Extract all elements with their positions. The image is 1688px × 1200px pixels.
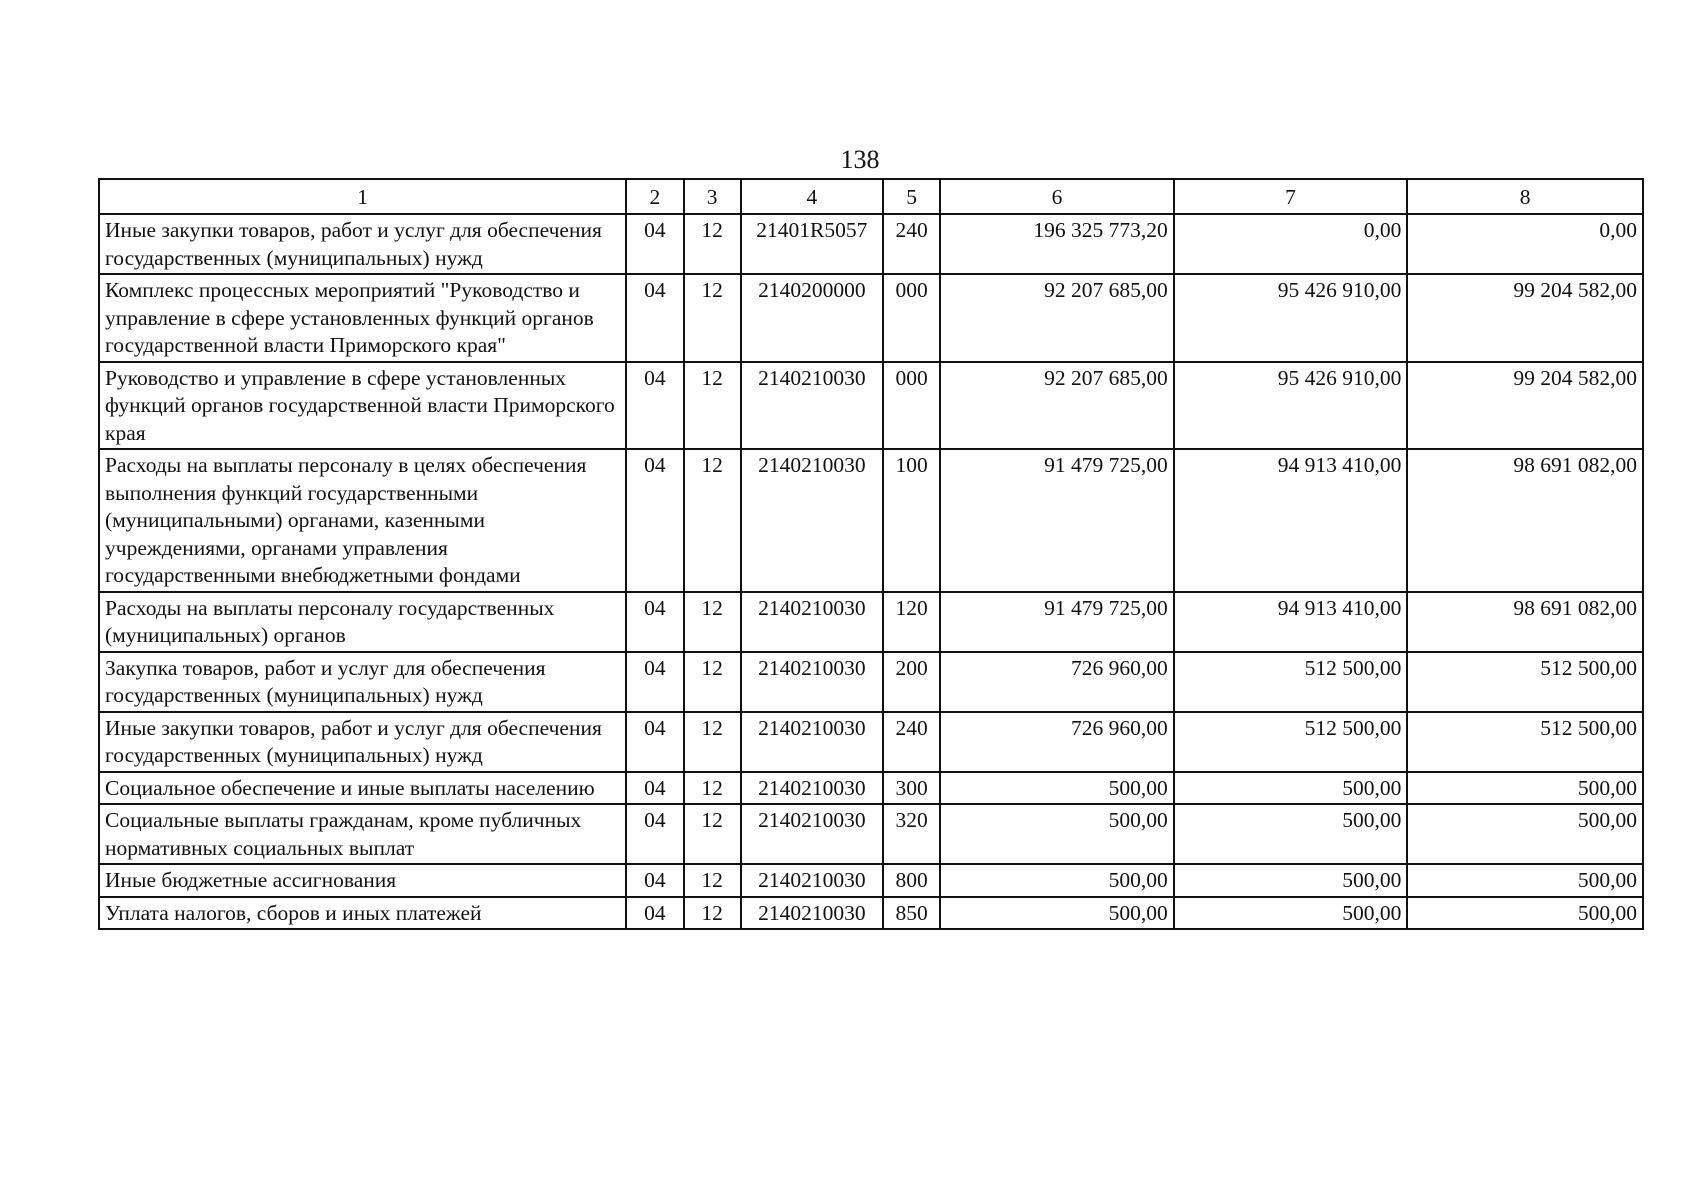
amount-col8: 512 500,00	[1407, 652, 1643, 712]
expense-type-code: 850	[883, 897, 940, 930]
amount-col6: 92 207 685,00	[940, 274, 1174, 362]
expense-type-code: 200	[883, 652, 940, 712]
subsection-code: 12	[684, 772, 741, 805]
target-article-code: 2140210030	[741, 652, 883, 712]
amount-col6: 91 479 725,00	[940, 449, 1174, 592]
amount-col7: 500,00	[1174, 897, 1408, 930]
subsection-code: 12	[684, 592, 741, 652]
subsection-code: 12	[684, 804, 741, 864]
column-header: 1	[99, 179, 626, 214]
subsection-code: 12	[684, 362, 741, 450]
target-article-code: 2140210030	[741, 804, 883, 864]
row-name: Уплата налогов, сборов и иных платежей	[99, 897, 626, 930]
amount-col8: 0,00	[1407, 214, 1643, 274]
section-code: 04	[626, 864, 683, 897]
row-name: Иные бюджетные ассигнования	[99, 864, 626, 897]
expense-type-code: 240	[883, 712, 940, 772]
expense-type-code: 000	[883, 274, 940, 362]
amount-col7: 94 913 410,00	[1174, 592, 1408, 652]
subsection-code: 12	[684, 214, 741, 274]
section-code: 04	[626, 772, 683, 805]
table-row	[99, 652, 1643, 712]
column-header: 4	[741, 179, 883, 214]
subsection-code: 12	[684, 897, 741, 930]
amount-col7: 500,00	[1174, 772, 1408, 805]
amount-col6: 500,00	[940, 897, 1174, 930]
expense-type-code: 100	[883, 449, 940, 592]
amount-col8: 98 691 082,00	[1407, 592, 1643, 652]
column-header: 3	[684, 179, 741, 214]
page-number: 138	[840, 145, 880, 174]
section-code: 04	[626, 592, 683, 652]
column-header: 7	[1174, 179, 1408, 214]
amount-col8: 512 500,00	[1407, 712, 1643, 772]
amount-col6: 500,00	[940, 804, 1174, 864]
subsection-code: 12	[684, 449, 741, 592]
expense-type-code: 240	[883, 214, 940, 274]
target-article-code: 2140210030	[741, 864, 883, 897]
amount-col7: 94 913 410,00	[1174, 449, 1408, 592]
target-article-code: 2140210030	[741, 449, 883, 592]
row-name: Расходы на выплаты персоналу государственных (муниципальных) органов	[99, 592, 626, 652]
row-name: Социальное обеспечение и иные выплаты населению	[99, 772, 626, 805]
amount-col8: 500,00	[1407, 772, 1643, 805]
expense-type-code: 800	[883, 864, 940, 897]
row-name: Социальные выплаты гражданам, кроме публичных нормативных социальных выплат	[99, 804, 626, 864]
amount-col7: 512 500,00	[1174, 712, 1408, 772]
amount-col7: 0,00	[1174, 214, 1408, 274]
expense-type-code: 000	[883, 362, 940, 450]
amount-col8: 500,00	[1407, 897, 1643, 930]
table-row	[99, 897, 1643, 930]
column-header: 2	[626, 179, 683, 214]
amount-col6: 92 207 685,00	[940, 362, 1174, 450]
expense-type-code: 120	[883, 592, 940, 652]
amount-col8: 99 204 582,00	[1407, 274, 1643, 362]
column-header: 6	[940, 179, 1174, 214]
subsection-code: 12	[684, 864, 741, 897]
table-row	[99, 804, 1643, 864]
amount-col6: 500,00	[940, 772, 1174, 805]
amount-col7: 95 426 910,00	[1174, 274, 1408, 362]
header-row	[99, 179, 1643, 214]
table-row	[99, 864, 1643, 897]
amount-col8: 98 691 082,00	[1407, 449, 1643, 592]
table-row	[99, 449, 1643, 592]
row-name: Руководство и управление в сфере установленных функций органов государственной власти Приморского края	[99, 362, 626, 450]
table-row	[99, 592, 1643, 652]
table-body	[99, 214, 1643, 929]
expense-type-code: 320	[883, 804, 940, 864]
subsection-code: 12	[684, 712, 741, 772]
target-article-code: 2140210030	[741, 772, 883, 805]
row-name: Закупка товаров, работ и услуг для обеспечения государственных (муниципальных) нужд	[99, 652, 626, 712]
subsection-code: 12	[684, 652, 741, 712]
amount-col7: 500,00	[1174, 864, 1408, 897]
amount-col6: 91 479 725,00	[940, 592, 1174, 652]
section-code: 04	[626, 804, 683, 864]
column-header: 5	[883, 179, 940, 214]
target-article-code: 21401R5057	[741, 214, 883, 274]
amount-col8: 99 204 582,00	[1407, 362, 1643, 450]
column-header: 8	[1407, 179, 1643, 214]
subsection-code: 12	[684, 274, 741, 362]
amount-col7: 95 426 910,00	[1174, 362, 1408, 450]
amount-col6: 726 960,00	[940, 712, 1174, 772]
row-name: Иные закупки товаров, работ и услуг для обеспечения государственных (муниципальных) нужд	[99, 214, 626, 274]
row-name: Иные закупки товаров, работ и услуг для обеспечения государственных (муниципальных) нужд	[99, 712, 626, 772]
table-row	[99, 362, 1643, 450]
section-code: 04	[626, 362, 683, 450]
budget-table	[98, 178, 1644, 930]
amount-col6: 196 325 773,20	[940, 214, 1174, 274]
section-code: 04	[626, 897, 683, 930]
amount-col8: 500,00	[1407, 804, 1643, 864]
target-article-code: 2140200000	[741, 274, 883, 362]
target-article-code: 2140210030	[741, 712, 883, 772]
amount-col6: 726 960,00	[940, 652, 1174, 712]
section-code: 04	[626, 214, 683, 274]
table-row	[99, 214, 1643, 274]
amount-col7: 512 500,00	[1174, 652, 1408, 712]
row-name: Расходы на выплаты персоналу в целях обеспечения выполнения функций государственными (муниципальными) органами, казенными учреждениями, органами управления государственными внебюджетными фондами	[99, 449, 626, 592]
target-article-code: 2140210030	[741, 362, 883, 450]
amount-col8: 500,00	[1407, 864, 1643, 897]
amount-col7: 500,00	[1174, 804, 1408, 864]
table-row	[99, 772, 1643, 805]
table-row	[99, 274, 1643, 362]
section-code: 04	[626, 712, 683, 772]
expense-type-code: 300	[883, 772, 940, 805]
target-article-code: 2140210030	[741, 592, 883, 652]
row-name: Комплекс процессных мероприятий "Руководство и управление в сфере установленных функций органов государственной власти Приморского края"	[99, 274, 626, 362]
table-row	[99, 712, 1643, 772]
section-code: 04	[626, 652, 683, 712]
target-article-code: 2140210030	[741, 897, 883, 930]
section-code: 04	[626, 449, 683, 592]
amount-col6: 500,00	[940, 864, 1174, 897]
section-code: 04	[626, 274, 683, 362]
